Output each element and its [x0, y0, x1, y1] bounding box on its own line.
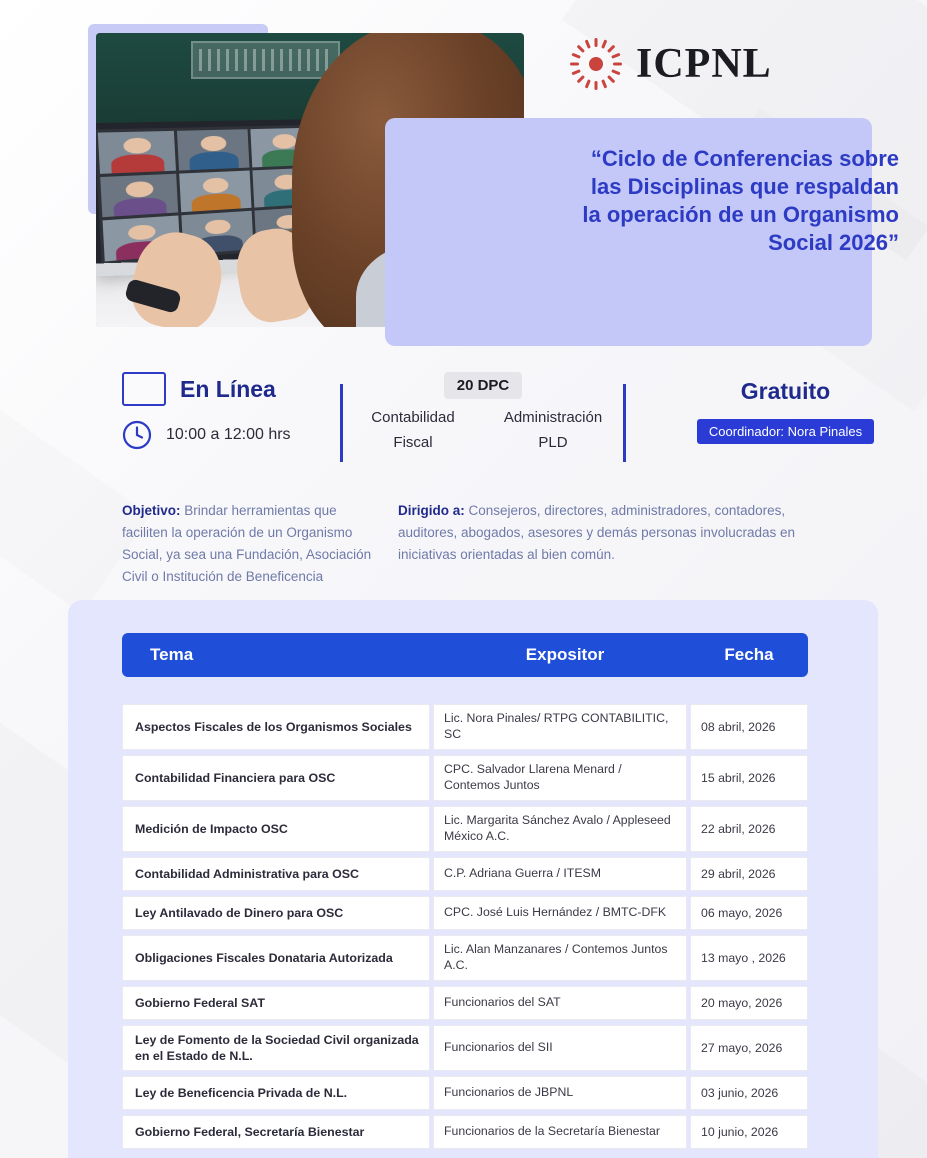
- cell-tema: Gobierno Federal SAT: [122, 986, 430, 1020]
- monitor-icon: [122, 372, 166, 406]
- event-info-strip: [0, 372, 927, 462]
- cell-tema: Ley de Beneficencia Privada de N.L.: [122, 1076, 430, 1110]
- table-header-row: [122, 633, 808, 677]
- cell-tema: Gobierno Federal, Secretaría Bienestar: [122, 1115, 430, 1149]
- cell-expositor: CPC. José Luis Hernández / BMTC-DFK: [433, 896, 687, 930]
- topic-item: Contabilidad: [371, 409, 455, 426]
- cell-fecha: 27 mayo, 2026: [690, 1025, 808, 1071]
- cell-expositor: Funcionarios del SAT: [433, 986, 687, 1020]
- table-header-tema: Tema: [150, 645, 194, 664]
- modality-label: En Línea: [180, 375, 276, 402]
- cell-expositor: Lic. Nora Pinales/ RTPG CONTABILITIC, SC: [433, 704, 687, 750]
- audience-label: Dirigido a:: [398, 503, 465, 518]
- table-header-expositor: Expositor: [525, 645, 605, 664]
- photo-participant-tile: [177, 129, 249, 170]
- table-row: [122, 986, 808, 1020]
- objective-label: Objetivo:: [122, 503, 181, 518]
- cell-fecha: 06 mayo, 2026: [690, 896, 808, 930]
- cell-expositor: Funcionarios del SII: [433, 1025, 687, 1071]
- table-header-fecha: Fecha: [724, 645, 774, 664]
- table-row: [122, 806, 808, 852]
- photo-participant-tile: [98, 131, 176, 174]
- cell-fecha: 22 abril, 2026: [690, 806, 808, 852]
- brand-logo: [570, 38, 772, 90]
- table-row: [122, 1115, 808, 1149]
- table-row: [122, 857, 808, 891]
- audience-text: Consejeros, directores, administradores, contadores, auditores, abogados, asesores y demás personas involucradas en iniciativas orientadas al bien común.: [398, 503, 795, 562]
- coordinator-badge: Coordinador: Nora Pinales: [697, 419, 874, 444]
- cell-expositor: Lic. Alan Manzanares / Contemos Juntos A.C.: [433, 935, 687, 981]
- audience-block: [380, 500, 800, 587]
- cell-expositor: Funcionarios de la Secretaría Bienestar: [433, 1115, 687, 1149]
- time-label: 10:00 a 12:00 hrs: [166, 426, 291, 443]
- cell-tema: Contabilidad Financiera para OSC: [122, 755, 430, 801]
- schedule-table: [122, 704, 808, 1154]
- table-row: [122, 755, 808, 801]
- topic-item: PLD: [538, 434, 568, 451]
- cell-expositor: Funcionarios de JBPNL: [433, 1076, 687, 1110]
- clock-icon: [122, 420, 152, 450]
- objective-text: Brindar herramientas que faciliten la operación de un Organismo Social, ya sea una Fundación, Asociación Civil o Institución de Beneficencia: [122, 503, 372, 584]
- topic-item: Administración: [503, 409, 603, 426]
- table-row: [122, 935, 808, 981]
- price-label: Gratuito: [740, 378, 831, 404]
- topics-block: [343, 372, 623, 451]
- cell-fecha: 29 abril, 2026: [690, 857, 808, 891]
- cell-expositor: C.P. Adriana Guerra / ITESM: [433, 857, 687, 891]
- objective-paragraph: [122, 500, 380, 587]
- cell-fecha: 20 mayo, 2026: [690, 986, 808, 1020]
- cell-tema: Obligaciones Fiscales Donataria Autorizada: [122, 935, 430, 981]
- cell-tema: Medición de Impacto OSC: [122, 806, 430, 852]
- brand-name: ICPNL: [636, 41, 772, 87]
- audience-paragraph: [398, 500, 800, 566]
- table-row: [122, 1025, 808, 1071]
- cell-fecha: 15 abril, 2026: [690, 755, 808, 801]
- dpc-badge: 20 DPC: [444, 372, 523, 399]
- cell-tema: Contabilidad Administrativa para OSC: [122, 857, 430, 891]
- modality-row: [122, 372, 340, 406]
- cell-fecha: 13 mayo , 2026: [690, 935, 808, 981]
- cell-tema: Ley de Fomento de la Sociedad Civil organizada en el Estado de N.L.: [122, 1025, 430, 1071]
- cell-expositor: Lic. Margarita Sánchez Avalo / Appleseed México A.C.: [433, 806, 687, 852]
- page-title: “Ciclo de Conferencias sobre las Disciplinas que respaldan la operación de un Organismo Social 2026”: [582, 146, 899, 255]
- cell-fecha: 03 junio, 2026: [690, 1076, 808, 1110]
- topics-grid: [343, 409, 623, 451]
- time-row: [122, 420, 340, 450]
- photo-participant-tile: [179, 170, 251, 212]
- price-block: [626, 372, 927, 444]
- cell-tema: Ley Antilavado de Dinero para OSC: [122, 896, 430, 930]
- table-row: [122, 704, 808, 750]
- cell-expositor: CPC. Salvador Llarena Menard / Contemos Juntos: [433, 755, 687, 801]
- cell-fecha: 10 junio, 2026: [690, 1115, 808, 1149]
- objective-block: [0, 500, 380, 587]
- topic-item: Fiscal: [393, 434, 433, 451]
- table-row: [122, 1076, 808, 1110]
- photo-participant-tile: [100, 173, 178, 217]
- sun-burst-icon: [570, 38, 622, 90]
- modality-block: [0, 372, 340, 450]
- table-row: [122, 896, 808, 930]
- objective-section: [0, 500, 927, 587]
- photo-whiteboard: [191, 41, 340, 79]
- cell-fecha: 08 abril, 2026: [690, 704, 808, 750]
- cell-tema: Aspectos Fiscales de los Organismos Sociales: [122, 704, 430, 750]
